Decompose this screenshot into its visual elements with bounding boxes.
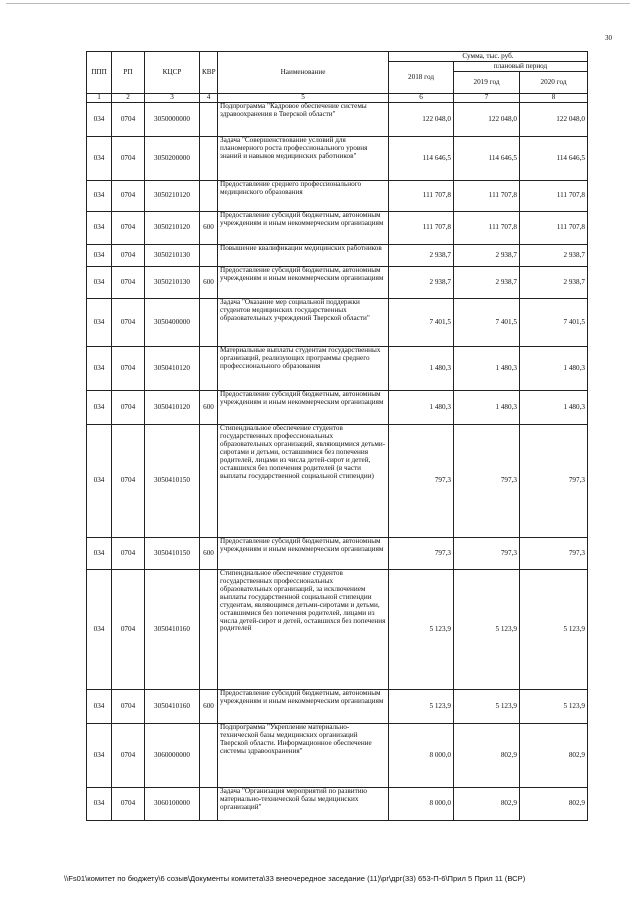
cell-v2020: 2 938,7: [520, 245, 588, 267]
cell-v2019: 111 707,8: [454, 181, 520, 212]
column-number: 3: [145, 94, 200, 103]
header-2019: 2019 год: [454, 72, 520, 94]
header-sum: Сумма, тыс. руб.: [389, 52, 588, 62]
header-name: Наименование: [218, 52, 389, 94]
cell-v2019: 5 123,9: [454, 570, 520, 690]
cell-v2018: 8 000,0: [389, 788, 454, 821]
cell-kvr: [200, 788, 218, 821]
cell-v2019: 1 480,3: [454, 347, 520, 391]
cell-kvr: [200, 245, 218, 267]
cell-rp: 0704: [112, 690, 145, 724]
cell-ppp: 034: [87, 137, 112, 181]
cell-v2020: 5 123,9: [520, 690, 588, 724]
header-kcsr: КЦСР: [145, 52, 200, 94]
cell-name: Задача "Организация мероприятий по развитию материально-технической базы медицинских организаций": [218, 788, 389, 821]
cell-kcsr: 3060100000: [145, 788, 200, 821]
cell-v2018: 111 707,8: [389, 181, 454, 212]
cell-ppp: 034: [87, 267, 112, 299]
cell-rp: 0704: [112, 212, 145, 245]
cell-v2019: 797,3: [454, 538, 520, 570]
cell-v2019: 7 401,5: [454, 299, 520, 347]
header-rp: РП: [112, 52, 145, 94]
cell-ppp: 034: [87, 425, 112, 538]
cell-kvr: [200, 137, 218, 181]
scan-top-line: [6, 3, 630, 4]
column-number: 8: [520, 94, 588, 103]
cell-v2019: 2 938,7: [454, 245, 520, 267]
cell-kvr: [200, 570, 218, 690]
column-number: 4: [200, 94, 218, 103]
cell-rp: 0704: [112, 425, 145, 538]
header-2018: 2018 год: [389, 62, 454, 94]
cell-kcsr: 3050410160: [145, 690, 200, 724]
cell-v2020: 797,3: [520, 425, 588, 538]
cell-v2020: 1 480,3: [520, 391, 588, 425]
cell-v2019: 802,9: [454, 724, 520, 788]
cell-kcsr: 3050400000: [145, 299, 200, 347]
cell-name: Предоставление субсидий бюджетным, автономным учреждениям и иным некоммерческим организациям: [218, 538, 389, 570]
table-row: [87, 103, 588, 137]
header-plan-period: плановый период: [454, 62, 588, 72]
table-row: [87, 538, 588, 570]
table-row: [87, 181, 588, 212]
cell-ppp: 034: [87, 181, 112, 212]
cell-ppp: 034: [87, 724, 112, 788]
cell-v2019: 114 646,5: [454, 137, 520, 181]
cell-v2018: 122 048,0: [389, 103, 454, 137]
cell-v2018: 5 123,9: [389, 570, 454, 690]
cell-name: Задача "Совершенствование условий для планомерного роста профессионального уровня знаний и навыков медицинских работников": [218, 137, 389, 181]
cell-v2018: 797,3: [389, 425, 454, 538]
header-kvr: КВР: [200, 52, 218, 94]
cell-v2019: 2 938,7: [454, 267, 520, 299]
cell-name: Подпрограмма "Укрепление материально-технической базы медицинских организаций Тверской области. Информационное обеспечение системы здравоохранения": [218, 724, 389, 788]
cell-v2019: 5 123,9: [454, 690, 520, 724]
cell-v2019: 111 707,8: [454, 212, 520, 245]
column-number: 2: [112, 94, 145, 103]
table-row: [87, 724, 588, 788]
cell-v2020: 1 480,3: [520, 347, 588, 391]
cell-v2018: 1 480,3: [389, 391, 454, 425]
cell-name: Предоставление субсидий бюджетным, автономным учреждениям и иным некоммерческим организациям: [218, 267, 389, 299]
cell-v2019: 122 048,0: [454, 103, 520, 137]
cell-name: Задача "Оказание мер социальной поддержки студентов медицинских государственных образовательных учреждений Тверской области": [218, 299, 389, 347]
cell-v2020: 797,3: [520, 538, 588, 570]
cell-ppp: 034: [87, 245, 112, 267]
budget-table: [86, 51, 588, 821]
cell-kcsr: 3050410160: [145, 570, 200, 690]
cell-kcsr: 3050410150: [145, 538, 200, 570]
column-number: 6: [389, 94, 454, 103]
cell-kcsr: 3050210130: [145, 267, 200, 299]
cell-v2018: 8 000,0: [389, 724, 454, 788]
cell-rp: 0704: [112, 391, 145, 425]
cell-ppp: 034: [87, 788, 112, 821]
cell-v2020: 5 123,9: [520, 570, 588, 690]
cell-v2018: 5 123,9: [389, 690, 454, 724]
cell-name: Предоставление субсидий бюджетным, автономным учреждениям и иным некоммерческим организациям: [218, 212, 389, 245]
cell-kcsr: 3050200000: [145, 137, 200, 181]
cell-kvr: [200, 347, 218, 391]
cell-kcsr: 3050210120: [145, 212, 200, 245]
cell-rp: 0704: [112, 347, 145, 391]
cell-rp: 0704: [112, 181, 145, 212]
cell-kvr: [200, 103, 218, 137]
table-row: [87, 347, 588, 391]
cell-name: Материальные выплаты студентам государственных организаций, реализующих программы среднего профессионального образования: [218, 347, 389, 391]
cell-v2019: 802,9: [454, 788, 520, 821]
cell-v2020: 111 707,8: [520, 212, 588, 245]
cell-rp: 0704: [112, 570, 145, 690]
table-row: [87, 212, 588, 245]
cell-name: Предоставление среднего профессионального медицинского образования: [218, 181, 389, 212]
cell-ppp: 034: [87, 299, 112, 347]
cell-v2019: 1 480,3: [454, 391, 520, 425]
cell-rp: 0704: [112, 103, 145, 137]
cell-ppp: 034: [87, 570, 112, 690]
cell-rp: 0704: [112, 245, 145, 267]
cell-v2018: 2 938,7: [389, 267, 454, 299]
cell-name: Повышение квалификации медицинских работников: [218, 245, 389, 267]
cell-ppp: 034: [87, 538, 112, 570]
cell-name: Стипендиальное обеспечение студентов государственных профессиональных образовательных организаций, являющимися детьми-сиротами и детьми, оставшимися без попечения родителей, лицами из числа детей-сирот и детей, оставшихся без попечения родителей (в части выплаты государственной социальной стипендии): [218, 425, 389, 538]
cell-v2020: 802,9: [520, 788, 588, 821]
column-number: 1: [87, 94, 112, 103]
cell-rp: 0704: [112, 788, 145, 821]
cell-rp: 0704: [112, 538, 145, 570]
cell-rp: 0704: [112, 137, 145, 181]
column-number: 5: [218, 94, 389, 103]
cell-v2020: 111 707,8: [520, 181, 588, 212]
cell-name: Предоставление субсидий бюджетным, автономным учреждениям и иным некоммерческим организациям: [218, 391, 389, 425]
cell-v2018: 2 938,7: [389, 245, 454, 267]
cell-kvr: 600: [200, 538, 218, 570]
column-number: 7: [454, 94, 520, 103]
cell-kvr: [200, 425, 218, 538]
page-number: 30: [605, 34, 612, 42]
cell-v2020: 2 938,7: [520, 267, 588, 299]
table-row: [87, 267, 588, 299]
cell-v2018: 7 401,5: [389, 299, 454, 347]
cell-kvr: [200, 299, 218, 347]
footer-file-path: \\Fs01\комитет по бюджету\6 созыв\Документы комитета\33 внеочередное заседание (11)\pr\дрг(33) 653-П-6\Прил 5 Прил 11 (ВСР): [64, 874, 526, 883]
cell-name: Стипендиальное обеспечение студентов государственных профессиональных образовательных организаций, за исключением выплаты государственной социальной стипендии студентам, являющимся детьми-сиротами и детьми, оставшимися без попечения родителей, лицами из числа детей-сирот и детей, оставшихся без попечения родителей: [218, 570, 389, 690]
cell-kcsr: 3050410150: [145, 425, 200, 538]
table-row: [87, 245, 588, 267]
cell-kvr: [200, 181, 218, 212]
header-2020: 2020 год: [520, 72, 588, 94]
cell-kvr: 600: [200, 391, 218, 425]
cell-kcsr: 3060000000: [145, 724, 200, 788]
cell-v2018: 1 480,3: [389, 347, 454, 391]
cell-ppp: 034: [87, 212, 112, 245]
cell-kvr: 600: [200, 267, 218, 299]
cell-v2018: 114 646,5: [389, 137, 454, 181]
cell-kvr: [200, 724, 218, 788]
table-row: [87, 788, 588, 821]
cell-rp: 0704: [112, 724, 145, 788]
cell-name: Предоставление субсидий бюджетным, автономным учреждениям и иным некоммерческим организациям: [218, 690, 389, 724]
cell-ppp: 034: [87, 103, 112, 137]
cell-kvr: 600: [200, 212, 218, 245]
table-row: [87, 137, 588, 181]
cell-v2020: 122 048,0: [520, 103, 588, 137]
cell-rp: 0704: [112, 267, 145, 299]
cell-kcsr: 3050000000: [145, 103, 200, 137]
cell-v2019: 797,3: [454, 425, 520, 538]
cell-v2020: 7 401,5: [520, 299, 588, 347]
cell-v2020: 802,9: [520, 724, 588, 788]
header-ppp: ППП: [87, 52, 112, 94]
cell-v2018: 797,3: [389, 538, 454, 570]
cell-name: Подпрограмма "Кадровое обеспечение системы здравоохранения в Тверской области": [218, 103, 389, 137]
cell-ppp: 034: [87, 391, 112, 425]
cell-kcsr: 3050210130: [145, 245, 200, 267]
table-row: [87, 690, 588, 724]
cell-rp: 0704: [112, 299, 145, 347]
cell-ppp: 034: [87, 347, 112, 391]
cell-v2020: 114 646,5: [520, 137, 588, 181]
table-row: [87, 425, 588, 538]
table-row: [87, 391, 588, 425]
cell-kcsr: 3050410120: [145, 391, 200, 425]
cell-kcsr: 3050410120: [145, 347, 200, 391]
cell-v2018: 111 707,8: [389, 212, 454, 245]
cell-kcsr: 3050210120: [145, 181, 200, 212]
table-row: [87, 299, 588, 347]
cell-ppp: 034: [87, 690, 112, 724]
cell-kvr: 600: [200, 690, 218, 724]
table-row: [87, 570, 588, 690]
